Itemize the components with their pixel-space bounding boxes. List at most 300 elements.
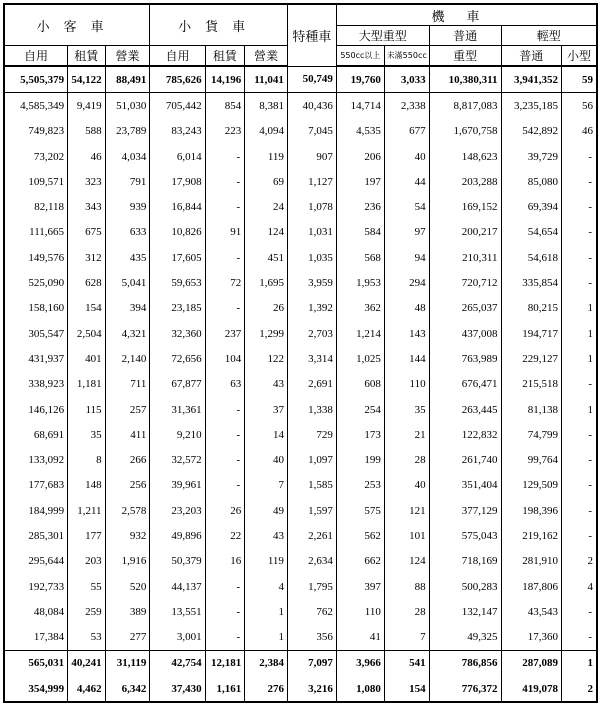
cell-light-small: - (561, 169, 597, 194)
cell-light-ordinary: 281,910 (501, 549, 561, 574)
cell-passenger-commercial: 2,578 (105, 498, 150, 523)
cell-large-heavy-under-550: 97 (384, 220, 429, 245)
cell-truck-private: 10,826 (150, 220, 205, 245)
cell-truck-commercial: 11,041 (245, 66, 288, 93)
cell-special-vehicle: 729 (287, 422, 336, 447)
cell-passenger-rental: 203 (68, 549, 106, 574)
header-under-550cc: 未滿550cc (384, 46, 429, 67)
table-row (4, 66, 597, 93)
cell-ordinary-heavy: 49,325 (429, 625, 501, 651)
table-row (4, 523, 597, 548)
cell-ordinary-heavy: 10,380,311 (429, 66, 501, 93)
cell-special-vehicle: 7,045 (287, 119, 336, 144)
cell-passenger-commercial: 389 (105, 599, 150, 624)
cell-light-small: - (561, 372, 597, 397)
cell-passenger-commercial: 51,030 (105, 93, 150, 119)
cell-special-vehicle: 1,031 (287, 220, 336, 245)
cell-passenger-rental: 9,419 (68, 93, 106, 119)
cell-ordinary-heavy: 776,372 (429, 676, 501, 702)
cell-truck-commercial: 40 (245, 447, 288, 472)
table-row (4, 625, 597, 651)
cell-passenger-private: 17,384 (4, 625, 68, 651)
cell-passenger-commercial: 6,342 (105, 676, 150, 702)
cell-passenger-rental: 628 (68, 270, 106, 295)
cell-passenger-commercial: 257 (105, 397, 150, 422)
cell-large-heavy-550-up: 3,966 (336, 650, 384, 676)
cell-passenger-commercial: 5,041 (105, 270, 150, 295)
cell-large-heavy-under-550: 35 (384, 397, 429, 422)
table-row (4, 422, 597, 447)
cell-special-vehicle: 1,035 (287, 245, 336, 270)
cell-truck-rental: 14,196 (205, 66, 245, 93)
cell-light-small: 1 (561, 296, 597, 321)
table-row (4, 498, 597, 523)
cell-truck-private: 83,243 (150, 119, 205, 144)
cell-truck-commercial: 124 (245, 220, 288, 245)
cell-truck-rental: 854 (205, 93, 245, 119)
cell-light-small: - (561, 144, 597, 169)
table-row (4, 574, 597, 599)
cell-special-vehicle: 1,597 (287, 498, 336, 523)
cell-passenger-rental: 401 (68, 346, 106, 371)
cell-large-heavy-under-550: 54 (384, 194, 429, 219)
cell-truck-private: 59,653 (150, 270, 205, 295)
cell-passenger-rental: 54,122 (68, 66, 106, 93)
cell-special-vehicle: 7,097 (287, 650, 336, 676)
table-row (4, 245, 597, 270)
cell-ordinary-heavy: 200,217 (429, 220, 501, 245)
cell-truck-rental: - (205, 599, 245, 624)
table-row (4, 220, 597, 245)
cell-truck-rental: - (205, 574, 245, 599)
cell-ordinary-heavy: 786,856 (429, 650, 501, 676)
cell-passenger-private: 4,585,349 (4, 93, 68, 119)
cell-passenger-private: 177,683 (4, 473, 68, 498)
cell-special-vehicle: 356 (287, 625, 336, 651)
cell-passenger-rental: 154 (68, 296, 106, 321)
cell-truck-commercial: 4 (245, 574, 288, 599)
cell-passenger-commercial: 1,916 (105, 549, 150, 574)
cell-passenger-rental: 55 (68, 574, 106, 599)
cell-light-ordinary: 3,941,352 (501, 66, 561, 93)
cell-passenger-rental: 1,181 (68, 372, 106, 397)
table-row (4, 346, 597, 371)
cell-truck-private: 72,656 (150, 346, 205, 371)
cell-special-vehicle: 2,703 (287, 321, 336, 346)
cell-passenger-private: 431,937 (4, 346, 68, 371)
header-special-vehicle: 特種車 (287, 4, 336, 66)
cell-passenger-rental: 8 (68, 447, 106, 472)
table-header (4, 4, 597, 66)
header-light-ordinary: 普通 (501, 46, 561, 67)
cell-large-heavy-under-550: 3,033 (384, 66, 429, 93)
cell-ordinary-heavy: 377,129 (429, 498, 501, 523)
cell-light-small: - (561, 220, 597, 245)
header-passenger-private: 自用 (4, 46, 68, 67)
cell-special-vehicle: 1,097 (287, 447, 336, 472)
cell-truck-private: 39,961 (150, 473, 205, 498)
cell-large-heavy-550-up: 1,214 (336, 321, 384, 346)
cell-light-small: - (561, 194, 597, 219)
cell-special-vehicle: 1,795 (287, 574, 336, 599)
cell-truck-private: 49,896 (150, 523, 205, 548)
vehicle-registration-table-sheet (3, 3, 598, 703)
table-body (4, 66, 597, 702)
cell-light-small: - (561, 447, 597, 472)
cell-ordinary-heavy: 169,152 (429, 194, 501, 219)
table-row (4, 93, 597, 119)
cell-ordinary-heavy: 8,817,083 (429, 93, 501, 119)
cell-truck-rental: 104 (205, 346, 245, 371)
header-light: 輕型 (501, 26, 597, 46)
table-row (4, 676, 597, 702)
cell-truck-private: 13,551 (150, 599, 205, 624)
cell-passenger-commercial: 2,140 (105, 346, 150, 371)
cell-passenger-commercial: 23,789 (105, 119, 150, 144)
cell-passenger-rental: 323 (68, 169, 106, 194)
cell-large-heavy-550-up: 199 (336, 447, 384, 472)
table-row (4, 321, 597, 346)
header-550cc-and-up: 550cc以上 (336, 46, 384, 67)
cell-large-heavy-under-550: 40 (384, 144, 429, 169)
cell-passenger-private: 749,823 (4, 119, 68, 144)
cell-truck-private: 17,605 (150, 245, 205, 270)
cell-passenger-commercial: 31,119 (105, 650, 150, 676)
cell-special-vehicle: 3,314 (287, 346, 336, 371)
cell-large-heavy-550-up: 608 (336, 372, 384, 397)
cell-large-heavy-under-550: 28 (384, 599, 429, 624)
cell-passenger-rental: 148 (68, 473, 106, 498)
cell-truck-commercial: 7 (245, 473, 288, 498)
cell-large-heavy-550-up: 1,025 (336, 346, 384, 371)
cell-ordinary-heavy: 720,712 (429, 270, 501, 295)
cell-passenger-private: 525,090 (4, 270, 68, 295)
header-motorcycle: 機車 (336, 4, 597, 26)
cell-large-heavy-under-550: 28 (384, 447, 429, 472)
cell-light-small: 46 (561, 119, 597, 144)
cell-large-heavy-550-up: 253 (336, 473, 384, 498)
cell-passenger-rental: 259 (68, 599, 106, 624)
table-row (4, 144, 597, 169)
header-light-small: 小型 (561, 46, 597, 67)
cell-truck-rental: 91 (205, 220, 245, 245)
header-ordinary-heavy-line1: 普通 (429, 26, 501, 46)
cell-light-small: - (561, 473, 597, 498)
cell-ordinary-heavy: 263,445 (429, 397, 501, 422)
cell-light-small: 1 (561, 346, 597, 371)
cell-truck-commercial: 276 (245, 676, 288, 702)
cell-light-small: - (561, 599, 597, 624)
cell-ordinary-heavy: 437,008 (429, 321, 501, 346)
cell-special-vehicle: 1,338 (287, 397, 336, 422)
cell-large-heavy-under-550: 124 (384, 549, 429, 574)
cell-ordinary-heavy: 500,283 (429, 574, 501, 599)
cell-special-vehicle: 2,691 (287, 372, 336, 397)
cell-passenger-commercial: 256 (105, 473, 150, 498)
cell-passenger-rental: 46 (68, 144, 106, 169)
cell-special-vehicle: 762 (287, 599, 336, 624)
cell-passenger-rental: 35 (68, 422, 106, 447)
cell-passenger-private: 305,547 (4, 321, 68, 346)
cell-truck-private: 9,210 (150, 422, 205, 447)
cell-large-heavy-550-up: 110 (336, 599, 384, 624)
cell-light-ordinary: 219,162 (501, 523, 561, 548)
cell-ordinary-heavy: 132,147 (429, 599, 501, 624)
cell-light-ordinary: 287,089 (501, 650, 561, 676)
cell-truck-private: 23,185 (150, 296, 205, 321)
cell-light-ordinary: 80,215 (501, 296, 561, 321)
cell-light-ordinary: 54,654 (501, 220, 561, 245)
cell-passenger-rental: 588 (68, 119, 106, 144)
cell-light-small: - (561, 498, 597, 523)
cell-light-ordinary: 74,799 (501, 422, 561, 447)
cell-passenger-commercial: 4,034 (105, 144, 150, 169)
cell-truck-commercial: 451 (245, 245, 288, 270)
cell-special-vehicle: 1,127 (287, 169, 336, 194)
cell-truck-private: 67,877 (150, 372, 205, 397)
cell-large-heavy-550-up: 575 (336, 498, 384, 523)
cell-large-heavy-under-550: 121 (384, 498, 429, 523)
header-truck-rental: 租賃 (205, 46, 245, 67)
table-row (4, 447, 597, 472)
cell-large-heavy-550-up: 173 (336, 422, 384, 447)
cell-large-heavy-550-up: 197 (336, 169, 384, 194)
cell-light-ordinary: 542,892 (501, 119, 561, 144)
cell-large-heavy-550-up: 397 (336, 574, 384, 599)
cell-large-heavy-550-up: 254 (336, 397, 384, 422)
cell-truck-private: 42,754 (150, 650, 205, 676)
cell-truck-rental: 223 (205, 119, 245, 144)
cell-ordinary-heavy: 351,404 (429, 473, 501, 498)
cell-truck-rental: 1,161 (205, 676, 245, 702)
cell-passenger-private: 68,691 (4, 422, 68, 447)
cell-truck-rental: - (205, 144, 245, 169)
cell-truck-rental: - (205, 447, 245, 472)
cell-truck-commercial: 26 (245, 296, 288, 321)
cell-truck-commercial: 119 (245, 144, 288, 169)
cell-light-small: 4 (561, 574, 597, 599)
cell-passenger-private: 354,999 (4, 676, 68, 702)
cell-truck-private: 3,001 (150, 625, 205, 651)
cell-large-heavy-550-up: 584 (336, 220, 384, 245)
cell-light-ordinary: 194,717 (501, 321, 561, 346)
cell-truck-private: 705,442 (150, 93, 205, 119)
cell-passenger-private: 338,923 (4, 372, 68, 397)
cell-truck-private: 16,844 (150, 194, 205, 219)
cell-light-ordinary: 3,235,185 (501, 93, 561, 119)
cell-passenger-commercial: 932 (105, 523, 150, 548)
cell-large-heavy-under-550: 154 (384, 676, 429, 702)
cell-passenger-commercial: 394 (105, 296, 150, 321)
cell-light-ordinary: 85,080 (501, 169, 561, 194)
cell-light-small: 56 (561, 93, 597, 119)
cell-large-heavy-550-up: 14,714 (336, 93, 384, 119)
cell-passenger-private: 565,031 (4, 650, 68, 676)
cell-large-heavy-under-550: 88 (384, 574, 429, 599)
cell-ordinary-heavy: 265,037 (429, 296, 501, 321)
cell-passenger-private: 109,571 (4, 169, 68, 194)
cell-light-small: 1 (561, 650, 597, 676)
cell-truck-rental: - (205, 625, 245, 651)
cell-large-heavy-under-550: 110 (384, 372, 429, 397)
cell-truck-rental: 72 (205, 270, 245, 295)
cell-truck-commercial: 24 (245, 194, 288, 219)
cell-special-vehicle: 1,078 (287, 194, 336, 219)
cell-light-ordinary: 99,764 (501, 447, 561, 472)
cell-passenger-rental: 2,504 (68, 321, 106, 346)
cell-special-vehicle: 50,749 (287, 66, 336, 93)
cell-truck-rental: 22 (205, 523, 245, 548)
cell-truck-private: 23,203 (150, 498, 205, 523)
cell-truck-commercial: 14 (245, 422, 288, 447)
cell-passenger-commercial: 266 (105, 447, 150, 472)
cell-passenger-rental: 53 (68, 625, 106, 651)
cell-ordinary-heavy: 122,832 (429, 422, 501, 447)
cell-large-heavy-550-up: 41 (336, 625, 384, 651)
cell-truck-commercial: 1 (245, 625, 288, 651)
cell-large-heavy-under-550: 94 (384, 245, 429, 270)
cell-light-ordinary: 81,138 (501, 397, 561, 422)
header-truck: 小貨車 (150, 4, 288, 46)
cell-passenger-commercial: 520 (105, 574, 150, 599)
cell-passenger-commercial: 791 (105, 169, 150, 194)
cell-large-heavy-under-550: 48 (384, 296, 429, 321)
cell-large-heavy-550-up: 662 (336, 549, 384, 574)
cell-passenger-rental: 312 (68, 245, 106, 270)
cell-large-heavy-550-up: 236 (336, 194, 384, 219)
cell-passenger-rental: 115 (68, 397, 106, 422)
cell-truck-commercial: 1 (245, 599, 288, 624)
cell-truck-commercial: 49 (245, 498, 288, 523)
cell-large-heavy-under-550: 143 (384, 321, 429, 346)
cell-large-heavy-under-550: 40 (384, 473, 429, 498)
table-row (4, 169, 597, 194)
cell-special-vehicle: 1,585 (287, 473, 336, 498)
cell-passenger-rental: 675 (68, 220, 106, 245)
table-row (4, 194, 597, 219)
cell-truck-rental: 237 (205, 321, 245, 346)
table-row (4, 270, 597, 295)
cell-large-heavy-under-550: 294 (384, 270, 429, 295)
cell-truck-rental: 12,181 (205, 650, 245, 676)
cell-passenger-private: 158,160 (4, 296, 68, 321)
cell-passenger-commercial: 88,491 (105, 66, 150, 93)
cell-truck-private: 44,137 (150, 574, 205, 599)
header-truck-commercial: 營業 (245, 46, 288, 67)
cell-special-vehicle: 907 (287, 144, 336, 169)
cell-truck-rental: - (205, 473, 245, 498)
cell-ordinary-heavy: 1,670,758 (429, 119, 501, 144)
cell-special-vehicle: 2,261 (287, 523, 336, 548)
cell-special-vehicle: 40,436 (287, 93, 336, 119)
cell-passenger-commercial: 435 (105, 245, 150, 270)
cell-truck-private: 37,430 (150, 676, 205, 702)
cell-truck-private: 6,014 (150, 144, 205, 169)
cell-light-small: 2 (561, 676, 597, 702)
cell-light-ordinary: 229,127 (501, 346, 561, 371)
cell-truck-rental: 16 (205, 549, 245, 574)
cell-truck-rental: - (205, 194, 245, 219)
cell-passenger-private: 111,665 (4, 220, 68, 245)
cell-passenger-commercial: 277 (105, 625, 150, 651)
cell-truck-private: 785,626 (150, 66, 205, 93)
cell-truck-commercial: 8,381 (245, 93, 288, 119)
cell-large-heavy-550-up: 562 (336, 523, 384, 548)
table-row (4, 372, 597, 397)
cell-passenger-commercial: 711 (105, 372, 150, 397)
cell-light-ordinary: 215,518 (501, 372, 561, 397)
cell-light-ordinary: 198,396 (501, 498, 561, 523)
cell-ordinary-heavy: 763,989 (429, 346, 501, 371)
cell-passenger-commercial: 411 (105, 422, 150, 447)
cell-truck-commercial: 37 (245, 397, 288, 422)
cell-ordinary-heavy: 148,623 (429, 144, 501, 169)
cell-passenger-rental: 343 (68, 194, 106, 219)
cell-passenger-rental: 1,211 (68, 498, 106, 523)
header-ordinary-heavy-line2: 重型 (429, 46, 501, 67)
cell-light-small: - (561, 523, 597, 548)
cell-large-heavy-under-550: 7 (384, 625, 429, 651)
table-row (4, 549, 597, 574)
cell-passenger-rental: 40,241 (68, 650, 106, 676)
cell-truck-commercial: 1,695 (245, 270, 288, 295)
cell-light-small: - (561, 245, 597, 270)
cell-truck-commercial: 69 (245, 169, 288, 194)
cell-truck-rental: - (205, 169, 245, 194)
header-passenger-car: 小客車 (4, 4, 150, 46)
cell-truck-commercial: 122 (245, 346, 288, 371)
cell-light-small: 1 (561, 397, 597, 422)
cell-passenger-private: 48,084 (4, 599, 68, 624)
cell-special-vehicle: 1,392 (287, 296, 336, 321)
cell-passenger-commercial: 633 (105, 220, 150, 245)
cell-light-small: 2 (561, 549, 597, 574)
cell-passenger-private: 146,126 (4, 397, 68, 422)
table-row (4, 296, 597, 321)
cell-large-heavy-550-up: 206 (336, 144, 384, 169)
cell-light-ordinary: 39,729 (501, 144, 561, 169)
cell-ordinary-heavy: 718,169 (429, 549, 501, 574)
cell-light-small: 59 (561, 66, 597, 93)
cell-light-ordinary: 43,543 (501, 599, 561, 624)
cell-truck-private: 31,361 (150, 397, 205, 422)
cell-truck-commercial: 119 (245, 549, 288, 574)
cell-light-small: - (561, 625, 597, 651)
table-row (4, 119, 597, 144)
cell-truck-rental: - (205, 422, 245, 447)
cell-light-ordinary: 187,806 (501, 574, 561, 599)
cell-ordinary-heavy: 676,471 (429, 372, 501, 397)
cell-truck-rental: 63 (205, 372, 245, 397)
table-row (4, 650, 597, 676)
cell-truck-private: 17,908 (150, 169, 205, 194)
cell-ordinary-heavy: 210,311 (429, 245, 501, 270)
vehicle-registration-table (3, 3, 598, 703)
cell-large-heavy-under-550: 144 (384, 346, 429, 371)
cell-large-heavy-under-550: 21 (384, 422, 429, 447)
cell-large-heavy-under-550: 101 (384, 523, 429, 548)
cell-light-ordinary: 69,394 (501, 194, 561, 219)
cell-passenger-private: 82,118 (4, 194, 68, 219)
cell-passenger-private: 73,202 (4, 144, 68, 169)
cell-large-heavy-under-550: 541 (384, 650, 429, 676)
cell-truck-rental: - (205, 397, 245, 422)
cell-large-heavy-under-550: 2,338 (384, 93, 429, 119)
cell-truck-commercial: 2,384 (245, 650, 288, 676)
table-row (4, 599, 597, 624)
cell-light-ordinary: 419,078 (501, 676, 561, 702)
cell-passenger-private: 184,999 (4, 498, 68, 523)
